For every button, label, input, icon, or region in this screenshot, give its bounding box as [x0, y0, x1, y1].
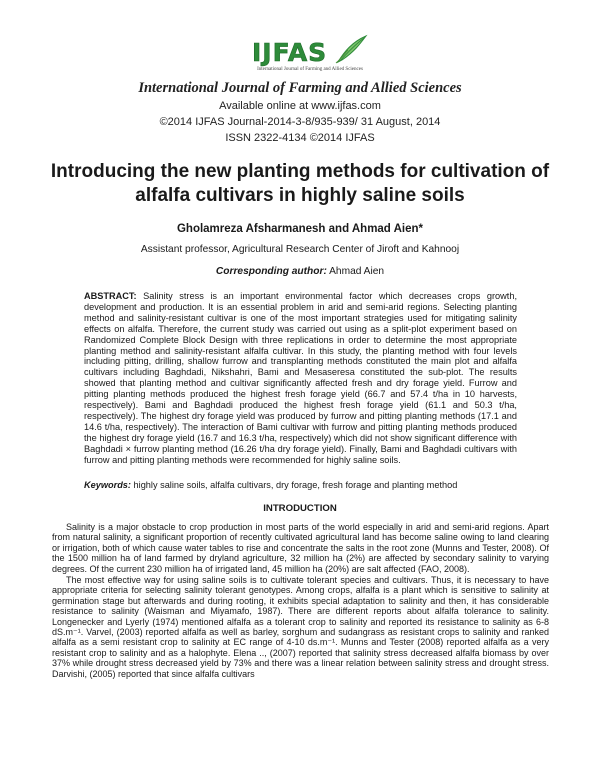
- keywords-label: Keywords:: [84, 480, 131, 490]
- corresponding-author: [0, 266, 600, 277]
- abstract-text: Salinity stress is an important environmental factor which decreases crops growth, development and production. It is an essential problem in arid and semi-arid regions. Selecting planting method and salinity-resistant cultivar is one of the most important strategies used for mitigating salinity effects on alfalfa. Therefore, the current study was carried out using as a split-plot experiment based on Randomized Complete Block Design with three replications in order to determine the most appropriate planting method and salinity-resistant alfalfa cultivar. In this study, the planting method with four levels including pitting, drilling, shallow furrow and transplanting methods constituted the main plot and alfalfa cultivars including Baghdadi, Nikshahri, Bami and Mesaseresa constituted the sub-plot. The results showed that planting method and cultivar significantly affected fresh and dry forage yield. Furrow and pitting planting methods produced the highest fresh forage yield (66.7 and 57.4 t/ha in 10 harvests, respectively). Bami and Baghdadi produced the highest fresh forage yield (61.1 and 50.3 t/ha, respectively). The highest dry forage yield was produced by furrow and pitting planting methods (17.1 and 14.6 t/ha, respectively). The interaction of Bami cultivar with furrow and pitting planting methods produced the highest dry forage yield (16.7 and 16.3 t/ha, respectively) which did not show significant difference with Baghdadi × furrow planting method (16.26 t/ha dry forage yield). Finally, Bami and Baghdadi cultivars with furrow and pitting planting methods were recommended for highly saline soils.: [84, 291, 517, 465]
- author-affiliation: Assistant professor, Agricultural Research Center of Jiroft and Kahnooj: [140, 244, 460, 255]
- journal-name: International Journal of Farming and Allied Sciences: [138, 80, 462, 96]
- keywords: [84, 480, 517, 490]
- abstract-label: ABSTRACT:: [84, 291, 137, 301]
- corresponding-name: Ahmad Aien: [326, 266, 385, 277]
- introduction-body: [52, 522, 549, 680]
- journal-logo: [250, 34, 370, 78]
- availability-line: Available online at www.ijfas.com: [219, 100, 381, 112]
- intro-paragraph-1: Salinity is a major obstacle to crop production in most parts of the world especially in arid and semi-arid regions. Apart from natural salinity, a significant proportion of recently cultivated agricultural land has become saline owing to land clearing or irrigation, both of which cause water tables to rise and concentrate the salts in the root zone (Munns and Tester, 2008). Of the 1500 million ha of land farmed by dryland agriculture, 32 million ha (2%) are affected by secondary salinity to varying degrees. Of the current 230 million ha of irrigated land, 45 million ha (20%) are salt affected (FAO, 2008).: [52, 522, 549, 574]
- keywords-text: highly saline soils, alfalfa cultivars, dry forage, fresh forage and planting method: [130, 480, 458, 490]
- corresponding-label: Corresponding author:: [215, 266, 327, 277]
- introduction-heading: INTRODUCTION: [263, 503, 337, 514]
- article-authors: Gholamreza Afsharmanesh and Ahmad Aien*: [176, 223, 424, 235]
- leaf-icon: [334, 34, 368, 64]
- intro-paragraph-2: The most effective way for using saline soils is to cultivate tolerant species and cultivars. Thus, it is necessary to have appropriate criteria for selecting salinity tolerant genotypes. Among crops, alfalfa is a plant which is sensitive to salinity at germination stage but afterwards and during rooting, it exhibits special adaptation to salinity and then, it has considerable resistance to salinity (Waisman and Miyamafo, 1987). There are different reports about alfalfa tolerance to salinity. Longenecker and Lyerly (1974) mentioned alfalfa as a tolerant crop to salinity and reported its resistance to salinity as 6-8 dS.m⁻¹. Varvel, (2003) reported alfalfa as well as barley, sorghum and sudangrass as resistant crops to salinity and ranked alfalfa as a semi resistant crop to salinity at EC range of 4-10 ds.m⁻¹. Munns and Tester (2008) reported alfalfa as a very resistant crop to salinity and as a halophyte. Elena .., (2007) reported that salinity stress decreased alfalfa biomass by over 37% while drought stress decreased yield by 73% and there was a linear relation between salinity stress and drought stress. Darvishi, (2005) reported that since alfalfa cultivars: [52, 575, 549, 679]
- article-title: Introducing the new planting methods for cultivation of alfalfa cultivars in highly saline soils: [50, 161, 550, 206]
- abstract: [84, 291, 517, 466]
- issn-line: ISSN 2322-4134 ©2014 IJFAS: [225, 132, 375, 144]
- citation-line: ©2014 IJFAS Journal-2014-3-8/935-939/ 31 August, 2014: [159, 116, 441, 128]
- logo-tagline: International Journal of Farming and Allied Sciences: [257, 67, 363, 72]
- logo-wordmark: IJFAS: [252, 38, 328, 67]
